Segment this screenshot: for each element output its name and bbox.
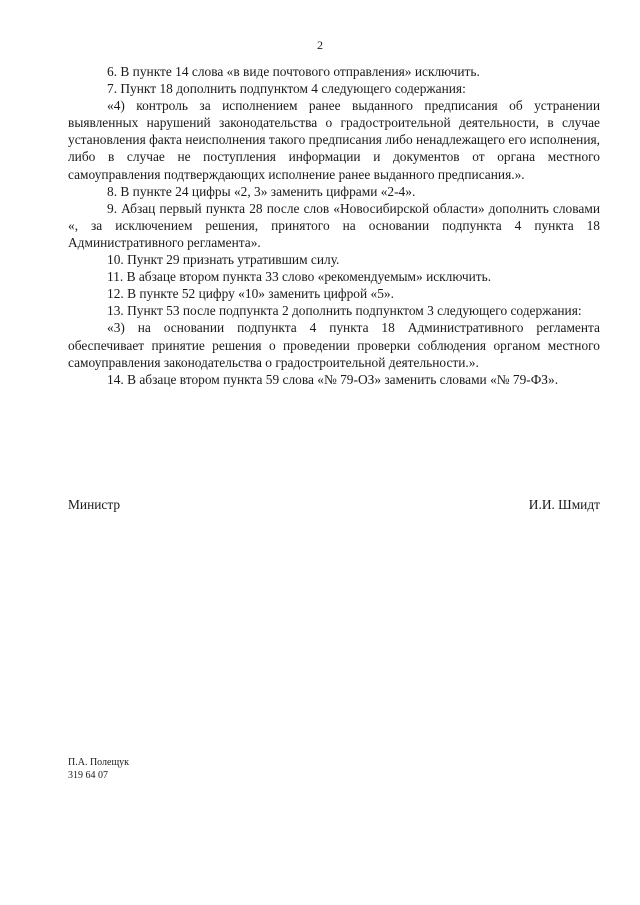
paragraph-item-14: 14. В абзаце втором пункта 59 слова «№ 79-ОЗ» заменить словами «№ 79-ФЗ».: [107, 371, 559, 387]
signatory-position: Министр: [68, 497, 121, 512]
paragraph-quote-3: «3) на основании подпункта 4 пункта 18 Административного регламента обеспечивает принятие решения о проведении проверки соблюдения органом местного самоуправления законодательства о градостроительной деятельности.».: [68, 320, 600, 370]
paragraph-quote-4: «4) контроль за исполнением ранее выданного предписания об устранении выявленных нарушений законодательства о градостроительной деятельности, в случае установления факта неисполнения такого предписания либо ненадлежащего его исполнения, либо в случае не поступления информации и документов от органа местного самоуправления подтверждающих исполнение ранее выданного предписания.».: [68, 98, 600, 182]
paragraph-item-11: 11. В абзаце втором пункта 33 слово «рекомендуемым» исключить.: [107, 269, 492, 285]
signatory-name: И.И. Шмидт: [528, 497, 600, 512]
page-number: 2: [317, 38, 323, 52]
executor-block: [68, 756, 129, 782]
paragraph-item-10: 10. Пункт 29 признать утратившим силу.: [107, 252, 340, 268]
paragraph-item-7: 7. Пункт 18 дополнить подпунктом 4 следующего содержания:: [107, 81, 466, 97]
paragraph-item-6: 6. В пункте 14 слова «в виде почтового отправления» исключить.: [107, 64, 480, 79]
paragraph-item-8: 8. В пункте 24 цифры «2, 3» заменить цифрами «2-4».: [107, 183, 416, 199]
paragraph-item-13: 13. Пункт 53 после подпункта 2 дополнить подпунктом 3 следующего содержания:: [107, 303, 582, 319]
signature-block: [68, 497, 600, 513]
paragraph-item-9: 9. Абзац первый пункта 28 после слов «Новосибирской области» дополнить словами «, за исключением решения, принятого на основании подпункта 4 пункта 18 Административного регламента».: [68, 200, 600, 250]
executor-name: П.А. Полещук: [68, 757, 130, 768]
document-body: [68, 63, 600, 388]
paragraph-item-12: 12. В пункте 52 цифру «10» заменить цифрой «5».: [107, 286, 394, 302]
executor-phone: 319 64 07: [68, 770, 108, 781]
